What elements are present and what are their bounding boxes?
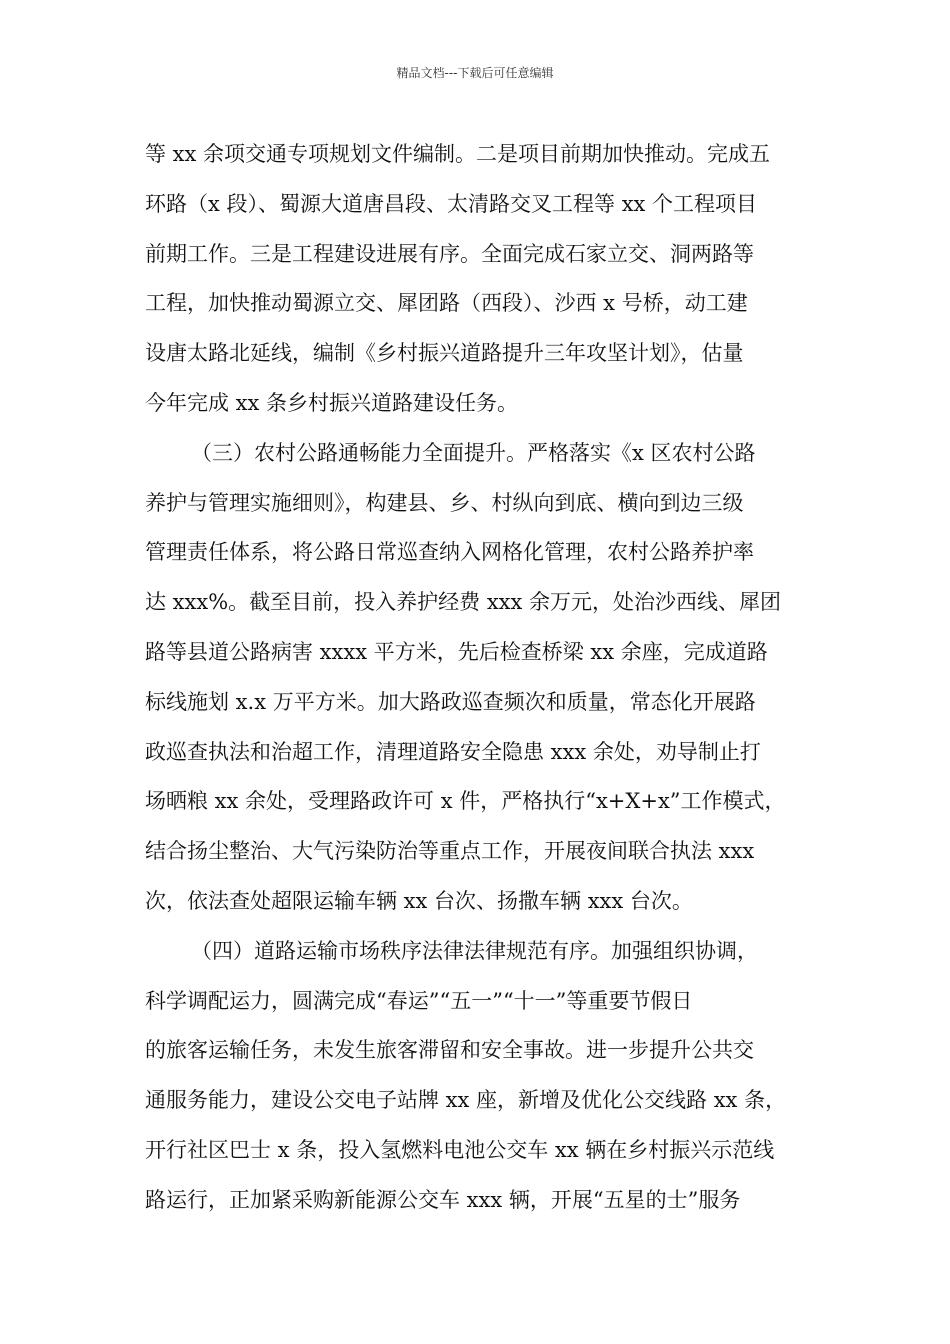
text-line: 达 xxx%。截至目前，投入养护经费 xxx 余万元，处治沙西线、犀团 [145,590,782,615]
text-line: 路运行，正加紧采购新能源公交车 xxx 辆，开展“五星的士”服务 [145,1187,741,1212]
text-line: 工程，加快推动蜀源立交、犀团路（西段）、沙西 x 号桥，动工建 [145,291,748,316]
text-line: 场晒粮 xx 余处，受理路政许可 x 件，严格执行“x+X+x”工作模式， [145,789,786,814]
text-line: 标线施划 x.x 万平方米。加大路政巡查频次和质量，常态化开展路 [145,689,756,714]
text-line: 前期工作。三是工程建设进展有序。全面完成石家立交、洞两路等 [145,241,754,266]
document-body [145,130,815,1226]
text-line: 结合扬尘整治、大气污染防治等重点工作，开展夜间联合执法 xxx [145,839,755,864]
text-line: 环路（x 段）、蜀源大道唐昌段、太清路交叉工程等 xx 个工程项目 [145,191,758,216]
text-line: 次，依法查处超限运输车辆 xx 台次、扬撒车辆 xxx 台次。 [145,888,693,913]
text-line: 政巡查执法和治超工作，清理道路安全隐患 xxx 余处，劝导制止打 [145,739,761,764]
text-line: 养护与管理实施细则》，构建县、乡、村纵向到底、横向到边三级 [145,490,744,515]
paragraph-start-line: （四）道路运输市场秩序法律法律规范有序。加强组织协调， [191,938,758,963]
text-line: 管理责任体系，将公路日常巡查纳入网格化管理，农村公路养护率 [145,540,754,565]
text-line: 今年完成 xx 条乡村振兴道路建设任务。 [145,390,519,415]
text-line: 科学调配运力，圆满完成“春运”“五一”“十一”等重要节假日 [145,988,693,1013]
paragraph-start-line: （三）农村公路通畅能力全面提升。严格落实《x 区农村公路 [191,440,756,465]
page-header: 精品文档---下载后可任意编辑 [396,66,554,80]
text-line: 的旅客运输任务，未发生旅客滞留和安全事故。进一步提升公共交 [145,1038,754,1063]
text-line: 等 xx 余项交通专项规划文件编制。二是项目前期加快推动。完成五 [145,142,771,166]
text-line: 设唐太路北延线，编制《乡村振兴道路提升三年攻坚计划》，估量 [145,341,744,366]
text-line: 开行社区巴士 x 条，投入氢燃料电池公交车 xx 辆在乡村振兴示范线 [145,1137,775,1162]
text-line: 通服务能力，建设公交电子站牌 xx 座，新增及优化公交线路 xx 条， [145,1088,787,1113]
text-line: 路等县道公路病害 xxxx 平方米，先后检查桥梁 xx 余座，完成道路 [145,639,768,664]
